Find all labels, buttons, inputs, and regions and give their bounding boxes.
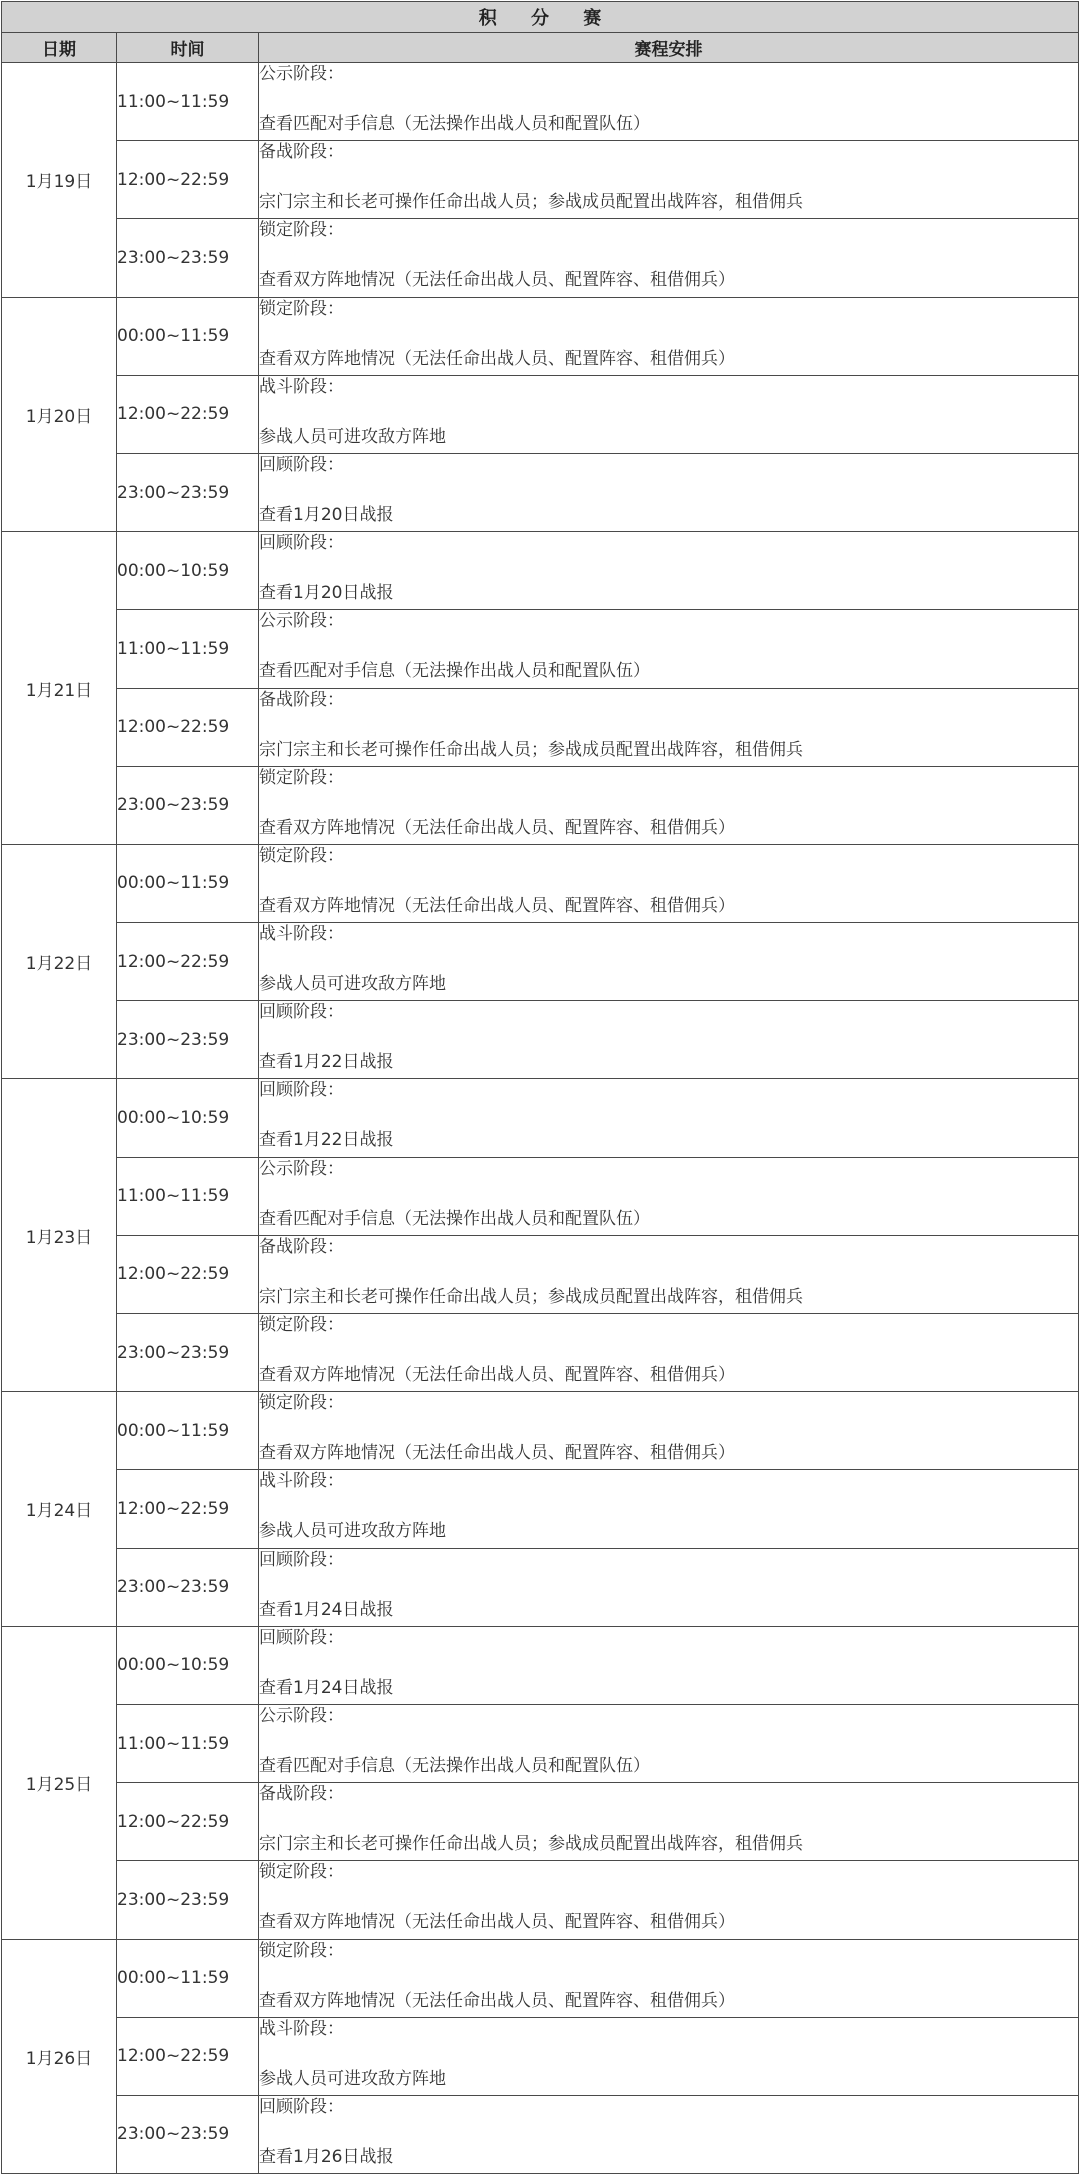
- phase-description: 查看1月20日战报: [259, 504, 394, 525]
- time-cell: 23:00~23:59: [117, 1548, 259, 1626]
- phase-description: 查看1月26日战报: [259, 2146, 394, 2167]
- phase-label: 回顾阶段：: [259, 1627, 344, 1648]
- phase-description: 查看双方阵地情况（无法任命出战人员、配置阵容、租借佣兵）: [259, 895, 735, 916]
- table-row: [2, 1314, 1079, 1392]
- table-row: [2, 1079, 1079, 1157]
- table-row: [2, 1548, 1079, 1626]
- phase-description: 查看匹配对手信息（无法操作出战人员和配置队伍）: [259, 1208, 650, 1229]
- time-cell: 23:00~23:59: [117, 453, 259, 531]
- table-row: [2, 1157, 1079, 1235]
- phase-description: 参战人员可进攻敌方阵地: [259, 1521, 446, 1542]
- phase-description: 查看双方阵地情况（无法任命出战人员、配置阵容、租借佣兵）: [259, 1990, 735, 2011]
- schedule-detail-cell: [259, 610, 1079, 688]
- date-cell: 1月26日: [2, 1939, 117, 2174]
- phase-label: 锁定阶段：: [259, 220, 344, 241]
- phase-description: 查看双方阵地情况（无法任命出战人员、配置阵容、租借佣兵）: [259, 1443, 735, 1464]
- schedule-detail-cell: [259, 1626, 1079, 1704]
- schedule-detail-cell: [259, 1704, 1079, 1782]
- time-cell: 12:00~22:59: [117, 1470, 259, 1548]
- phase-label: 战斗阶段：: [259, 924, 344, 945]
- phase-label: 战斗阶段：: [259, 1471, 344, 1492]
- phase-description: 查看1月24日战报: [259, 1599, 394, 1620]
- phase-label: 回顾阶段：: [259, 533, 344, 554]
- table-row: [2, 297, 1079, 375]
- table-row: [2, 141, 1079, 219]
- phase-label: 备战阶段：: [259, 142, 344, 163]
- date-cell: 1月23日: [2, 1079, 117, 1392]
- phase-label: 锁定阶段：: [259, 1940, 344, 1961]
- schedule-detail-cell: [259, 1548, 1079, 1626]
- phase-description: 查看双方阵地情况（无法任命出战人员、配置阵容、租借佣兵）: [259, 1912, 735, 1933]
- phase-description: 查看匹配对手信息（无法操作出战人员和配置队伍）: [259, 114, 650, 134]
- table-row: [2, 1470, 1079, 1548]
- phase-description: 查看匹配对手信息（无法操作出战人员和配置队伍）: [259, 1755, 650, 1776]
- table-row: [2, 2017, 1079, 2095]
- phase-description: 查看1月22日战报: [259, 1052, 394, 1073]
- table-row: [2, 453, 1079, 531]
- time-cell: 23:00~23:59: [117, 1001, 259, 1079]
- phase-label: 备战阶段：: [259, 1236, 344, 1257]
- time-cell: 23:00~23:59: [117, 2095, 259, 2173]
- phase-description: 查看匹配对手信息（无法操作出战人员和配置队伍）: [259, 661, 650, 682]
- schedule-table: [1, 1, 1079, 2174]
- phase-description: 参战人员可进攻敌方阵地: [259, 974, 446, 995]
- schedule-detail-cell: [259, 1783, 1079, 1861]
- schedule-detail-cell: [259, 766, 1079, 844]
- phase-label: 锁定阶段：: [259, 1862, 344, 1883]
- header-date: 日期: [2, 33, 117, 63]
- schedule-detail-cell: [259, 63, 1079, 141]
- phase-description: 宗门宗主和长老可操作任命出战人员；参战成员配置出战阵容，租借佣兵: [259, 1286, 803, 1307]
- phase-label: 战斗阶段：: [259, 2018, 344, 2039]
- phase-description: 查看1月24日战报: [259, 1677, 394, 1698]
- title-row: [2, 2, 1079, 33]
- table-row: [2, 1001, 1079, 1079]
- phase-description: 查看1月20日战报: [259, 583, 394, 604]
- table-row: [2, 375, 1079, 453]
- phase-label: 回顾阶段：: [259, 1080, 344, 1101]
- time-cell: 12:00~22:59: [117, 688, 259, 766]
- table-row: [2, 219, 1079, 297]
- phase-description: 查看双方阵地情况（无法任命出战人员、配置阵容、租借佣兵）: [259, 817, 735, 838]
- schedule-detail-cell: [259, 2017, 1079, 2095]
- table-row: [2, 923, 1079, 1001]
- table-title: 积 分 赛: [2, 2, 1079, 33]
- schedule-detail-cell: [259, 219, 1079, 297]
- date-cell: 1月20日: [2, 297, 117, 532]
- time-cell: 12:00~22:59: [117, 1783, 259, 1861]
- table-row: [2, 2095, 1079, 2173]
- time-cell: 23:00~23:59: [117, 219, 259, 297]
- table-row: [2, 688, 1079, 766]
- schedule-detail-cell: [259, 375, 1079, 453]
- table-row: [2, 1939, 1079, 2017]
- phase-label: 锁定阶段：: [259, 1315, 344, 1335]
- phase-label: 回顾阶段：: [259, 454, 344, 475]
- time-cell: 23:00~23:59: [117, 766, 259, 844]
- schedule-detail-cell: [259, 1314, 1079, 1392]
- schedule-detail-cell: [259, 1939, 1079, 2017]
- phase-description: 查看1月22日战报: [259, 1130, 394, 1151]
- phase-label: 锁定阶段：: [259, 767, 344, 788]
- phase-description: 参战人员可进攻敌方阵地: [259, 2068, 446, 2089]
- phase-description: 宗门宗主和长老可操作任命出战人员；参战成员配置出战阵容，租借佣兵: [259, 739, 803, 760]
- phase-label: 公示阶段：: [259, 1158, 344, 1179]
- time-cell: 00:00~11:59: [117, 844, 259, 922]
- time-cell: 12:00~22:59: [117, 141, 259, 219]
- phase-description: 宗门宗主和长老可操作任命出战人员；参战成员配置出战阵容，租借佣兵: [259, 1834, 803, 1855]
- schedule-detail-cell: [259, 1470, 1079, 1548]
- schedule-detail-cell: [259, 1392, 1079, 1470]
- time-cell: 12:00~22:59: [117, 1235, 259, 1313]
- table-row: [2, 1783, 1079, 1861]
- table-row: [2, 1392, 1079, 1470]
- phase-label: 锁定阶段：: [259, 1393, 344, 1414]
- date-cell: 1月22日: [2, 844, 117, 1079]
- phase-label: 公示阶段：: [259, 611, 344, 632]
- header-time: 时间: [117, 33, 259, 63]
- phase-label: 回顾阶段：: [259, 2096, 344, 2117]
- schedule-detail-cell: [259, 1157, 1079, 1235]
- schedule-detail-cell: [259, 688, 1079, 766]
- time-cell: 11:00~11:59: [117, 1704, 259, 1782]
- phase-label: 公示阶段：: [259, 64, 344, 84]
- time-cell: 23:00~23:59: [117, 1314, 259, 1392]
- phase-description: 参战人员可进攻敌方阵地: [259, 426, 446, 447]
- schedule-detail-cell: [259, 844, 1079, 922]
- schedule-detail-cell: [259, 1235, 1079, 1313]
- table-row: [2, 532, 1079, 610]
- phase-label: 回顾阶段：: [259, 1549, 344, 1570]
- date-cell: 1月21日: [2, 532, 117, 845]
- time-cell: 11:00~11:59: [117, 1157, 259, 1235]
- schedule-body: [2, 63, 1079, 2174]
- phase-label: 备战阶段：: [259, 1784, 344, 1805]
- date-cell: 1月25日: [2, 1626, 117, 1939]
- time-cell: 00:00~11:59: [117, 1939, 259, 2017]
- header-row: [2, 33, 1079, 63]
- time-cell: 23:00~23:59: [117, 1861, 259, 1939]
- schedule-detail-cell: [259, 2095, 1079, 2173]
- time-cell: 00:00~10:59: [117, 1626, 259, 1704]
- schedule-detail-cell: [259, 1001, 1079, 1079]
- phase-label: 锁定阶段：: [259, 298, 344, 319]
- time-cell: 11:00~11:59: [117, 63, 259, 141]
- table-row: [2, 844, 1079, 922]
- phase-description: 查看双方阵地情况（无法任命出战人员、配置阵容、租借佣兵）: [259, 270, 735, 291]
- date-cell: 1月24日: [2, 1392, 117, 1627]
- schedule-detail-cell: [259, 923, 1079, 1001]
- table-row: [2, 610, 1079, 688]
- table-row: [2, 63, 1079, 141]
- time-cell: 00:00~10:59: [117, 1079, 259, 1157]
- time-cell: 12:00~22:59: [117, 2017, 259, 2095]
- time-cell: 11:00~11:59: [117, 610, 259, 688]
- table-row: [2, 1704, 1079, 1782]
- header-schedule: 赛程安排: [259, 33, 1079, 63]
- schedule-detail-cell: [259, 453, 1079, 531]
- table-row: [2, 1235, 1079, 1313]
- phase-label: 锁定阶段：: [259, 845, 344, 866]
- time-cell: 12:00~22:59: [117, 923, 259, 1001]
- time-cell: 00:00~11:59: [117, 297, 259, 375]
- table-row: [2, 1626, 1079, 1704]
- time-cell: 00:00~10:59: [117, 532, 259, 610]
- schedule-detail-cell: [259, 532, 1079, 610]
- phase-label: 回顾阶段：: [259, 1002, 344, 1023]
- schedule-detail-cell: [259, 297, 1079, 375]
- time-cell: 00:00~11:59: [117, 1392, 259, 1470]
- phase-label: 公示阶段：: [259, 1705, 344, 1726]
- phase-description: 查看双方阵地情况（无法任命出战人员、配置阵容、租借佣兵）: [259, 1365, 735, 1385]
- phase-description: 查看双方阵地情况（无法任命出战人员、配置阵容、租借佣兵）: [259, 348, 735, 369]
- schedule-detail-cell: [259, 1861, 1079, 1939]
- phase-label: 战斗阶段：: [259, 376, 344, 397]
- time-cell: 12:00~22:59: [117, 375, 259, 453]
- phase-description: 宗门宗主和长老可操作任命出战人员；参战成员配置出战阵容，租借佣兵: [259, 192, 803, 213]
- date-cell: 1月19日: [2, 63, 117, 298]
- phase-label: 备战阶段：: [259, 689, 344, 710]
- table-row: [2, 766, 1079, 844]
- table-row: [2, 1861, 1079, 1939]
- schedule-detail-cell: [259, 1079, 1079, 1157]
- schedule-detail-cell: [259, 141, 1079, 219]
